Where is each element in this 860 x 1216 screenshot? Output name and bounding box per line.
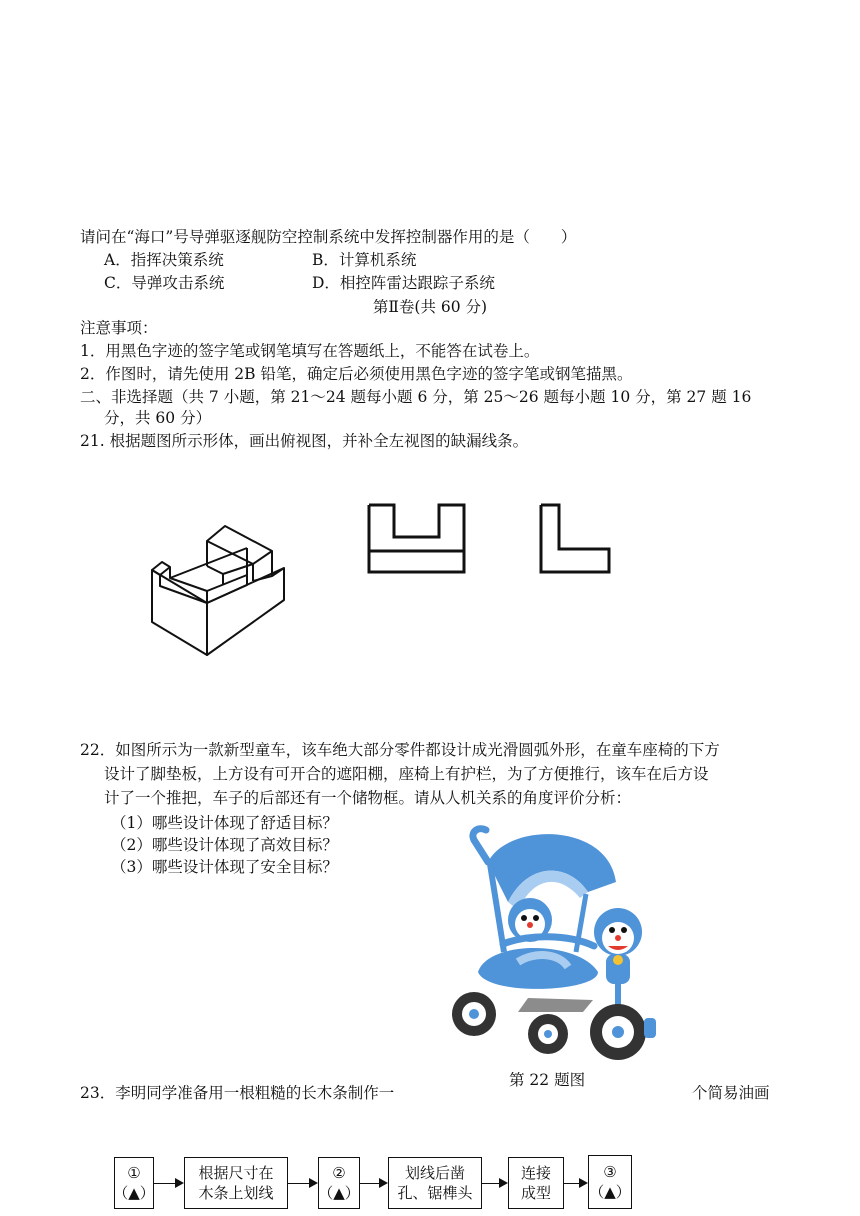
flow-step-1 [114,1157,154,1209]
q20-option-b: B．计算机系统 [312,251,417,269]
q23-stem-right: 个简易油画 [692,1084,770,1102]
q23-stem-left: 23．李明同学准备用一根粗糙的长木条制作一 [80,1084,395,1102]
q20-stem: 请问在“海口”号导弹驱逐舰防空控制系统中发挥控制器作用的是（ ） [80,228,577,246]
flow-step-4-line1: 划线后凿 [404,1164,465,1182]
q21-stem: 21. 根据题图所示形体，画出俯视图，并补全左视图的缺漏线条。 [80,432,529,450]
part2-heading: 二、非选择题（共 7 小题，第 21～24 题每小题 6 分，第 25～26 题每小题 10 分，第 27 题 16 [80,388,752,406]
note-1: 1．用黑色字迹的签字笔或钢笔填写在答题纸上，不能答在试卷上。 [80,342,540,360]
flow-step-5-line2: 成型 [520,1184,551,1202]
q22-sub-1: （1）哪些设计体现了舒适目标？ [111,814,338,832]
flow-step-5-line1: 连接 [520,1164,551,1182]
figure-caption: 第 22 题图 [509,1071,586,1089]
notes-heading: 注意事项： [80,319,158,337]
flow-step-2-line1: 根据尺寸在 [198,1164,274,1182]
isometric-figure [145,518,285,658]
flow-arrow-3 [360,1183,386,1184]
flow-step-5 [508,1157,564,1209]
stroller-image [448,822,668,1068]
part2-heading-cont: 分，共 60 分） [104,409,212,427]
flow-step-3 [318,1157,360,1209]
q20-option-a: A．指挥决策系统 [104,251,224,269]
q20-option-c: C．导弹攻击系统 [104,274,225,292]
q22-sub-2: （2）哪些设计体现了高效目标？ [111,836,338,854]
flow-step-3-number: ② [332,1164,346,1182]
front-view [367,503,467,575]
left-view [539,503,614,575]
flow-step-1-number: ① [127,1164,141,1182]
flow-step-6-number: ③ [603,1163,617,1181]
flow-step-4 [388,1157,482,1209]
flow-step-2-line2: 木条上划线 [198,1184,274,1202]
note-2: 2．作图时，请先使用 2B 铅笔，确定后必须使用黑色字迹的签字笔或钢笔描黑。 [80,365,633,383]
flow-step-3-blank: （▲） [318,1184,360,1202]
flow-step-6 [588,1155,632,1209]
q22-stem-line2: 设计了脚垫板，上方设有可开合的遮阳棚，座椅上有护栏，为了方便推行，该车在后方设 [104,765,709,783]
section-title: 第Ⅱ卷(共 60 分) [372,298,488,316]
q22-stem-line1: 22．如图所示为一款新型童车，该车绝大部分零件都设计成光滑圆弧外形，在童车座椅的下方 [80,741,720,759]
flow-step-2 [184,1157,288,1209]
flow-step-6-blank: （▲） [589,1183,631,1201]
flow-arrow-2 [288,1183,316,1184]
q20-option-d: D．相控阵雷达跟踪子系统 [312,274,495,292]
flow-arrow-1 [154,1183,182,1184]
q22-stem-line3: 计了一个推把，车子的后部还有一个储物框。请从人机关系的角度评价分析： [104,789,632,807]
q22-sub-3: （3）哪些设计体现了安全目标？ [111,858,338,876]
flow-step-4-line2: 孔、锯榫头 [397,1184,473,1202]
flow-arrow-5 [564,1183,586,1184]
flow-step-1-blank: （▲） [113,1184,155,1202]
flow-arrow-4 [482,1183,506,1184]
